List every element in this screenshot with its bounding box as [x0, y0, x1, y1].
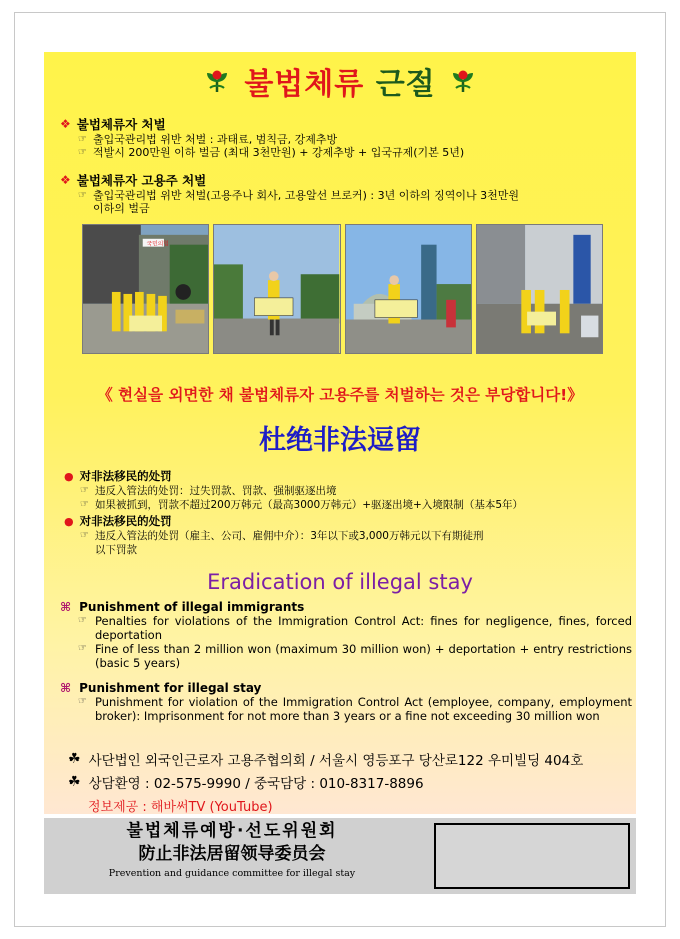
title-chinese: 杜绝非法逗留 [259, 425, 421, 456]
committee-name-chinese: 防止非法居留领导委员会 [138, 844, 326, 864]
section-zh-employer-penalty [64, 513, 483, 557]
section-en-illegal-immigrant-penalty [60, 600, 632, 670]
slogan: 《 현실을 외면한 채 불법체류자 고용주를 처벌하는 것은 부당합니다!》 [97, 386, 583, 404]
organization-address: 사단법인 외국인근로자 고용주협의회 / 서울시 영등포구 당산로122 우미빌딩 404호 [88, 753, 584, 769]
bomb-bullet-icon: ● [64, 514, 74, 528]
pointing-hand-icon: ☞ [78, 134, 87, 145]
list-item-text-line: 출입국관리법 위반 처벌(고용주나 회사, 고용알선 브로커) : 3년 이하의 징역이나 3천만원 [92, 189, 519, 202]
list-item [60, 146, 464, 159]
list-item-text: 출입국관리법 위반 처벌 : 과태료, 범칙금, 강제추방 [92, 133, 338, 146]
command-key-bullet-icon: ⌘ [60, 600, 72, 614]
list-item [64, 529, 483, 557]
section-heading-text: 对非法移民的处罚 [79, 514, 172, 528]
list-item-text: 如果被抓到，罚款不超过200万韩元（最高3000万韩元）+驱逐出境+入境限制（基本5年） [94, 499, 524, 511]
list-item-text: 违反入管法的处罚：过失罚款、罚款、强制驱逐出境 [94, 485, 337, 497]
section-heading [64, 468, 523, 484]
building-sign-text: 국민의힘 [146, 241, 169, 248]
section-heading [60, 681, 632, 695]
protest-photo-2 [213, 224, 340, 354]
shamrock-bullet-icon: ☘ [68, 774, 81, 790]
section-heading [60, 115, 464, 133]
pointing-hand-icon: ☞ [78, 696, 87, 707]
list-item-text: Punishment for violation of the Immigration Control Act (employee, company, employment broker): Imprisonment for not more than 3 years or a fine not exceeding 30 million won [94, 695, 632, 723]
list-item-text-line: 违反入管法的处罚（雇主、公司、雇佣中介）：3年以下或3,000万韩元以下有期徒刑 [94, 530, 484, 542]
stamp-box [434, 823, 630, 889]
flower-emblem-icon [204, 68, 230, 94]
section-heading-text: Punishment of illegal immigrants [79, 600, 305, 614]
list-item-text: Fine of less than 2 million won (maximum 30 million won) + deportation + entry restrictions (basic 5 years) [94, 642, 632, 670]
title-korean-red: 불법체류 [244, 67, 365, 102]
flyer [44, 52, 636, 814]
section-heading-text: 불법체류자 고용주 처벌 [76, 173, 207, 188]
title-korean-green: 근절 [375, 67, 436, 102]
section-heading-text: 불법체류자 처벌 [76, 117, 166, 132]
bomb-bullet-icon: ● [64, 469, 74, 483]
list-item-text-line: 以下罚款 [94, 544, 137, 556]
section-heading [60, 600, 632, 614]
list-item-text: 적발시 200만원 이하 벌금 (최대 3천만원) + 강제추방 + 입국규제(기본 5년) [92, 146, 465, 159]
protest-photo-4 [476, 224, 603, 354]
title-english: Eradication of illegal stay [207, 570, 473, 594]
flower-emblem-icon [450, 68, 476, 94]
list-item [60, 642, 632, 670]
command-key-bullet-icon: ⌘ [60, 681, 72, 695]
protest-photo-1 [82, 224, 209, 354]
shamrock-bullet-icon: ☘ [68, 751, 81, 767]
pointing-hand-icon: ☞ [78, 190, 87, 201]
section-heading-text: 对非法移民的处罚 [79, 469, 172, 483]
section-zh-illegal-immigrant-penalty [64, 468, 523, 512]
diamond-bullet-icon: ❖ [60, 117, 71, 131]
section-employer-penalty [60, 171, 519, 215]
list-item [64, 484, 523, 498]
title-row [44, 56, 636, 106]
list-item-text [95, 529, 484, 557]
pointing-hand-icon: ☞ [78, 615, 87, 626]
list-item [60, 189, 519, 215]
list-item [60, 614, 632, 642]
pointing-hand-icon: ☞ [78, 147, 87, 158]
list-item [64, 498, 523, 512]
committee-name-english: Prevention and guidance committee for illegal stay [108, 868, 356, 879]
section-heading [60, 171, 519, 189]
pointing-hand-icon: ☞ [80, 485, 89, 496]
protest-photos [82, 224, 603, 354]
committee-name-korean: 불법체류예방·선도위원회 [126, 821, 338, 841]
section-illegal-stayer-penalty [60, 115, 464, 159]
section-heading-text: Punishment for illegal stay [79, 681, 262, 695]
list-item [60, 695, 632, 723]
pointing-hand-icon: ☞ [80, 499, 89, 510]
protest-photo-3 [345, 224, 472, 354]
title-korean [244, 59, 435, 103]
list-item-text-line: 이하의 벌금 [92, 202, 150, 215]
diamond-bullet-icon: ❖ [60, 173, 71, 187]
section-en-illegal-stay-penalty [60, 681, 632, 723]
pointing-hand-icon: ☞ [78, 643, 87, 654]
contact-organization [68, 749, 583, 769]
phone-numbers: 상담환영 : 02-575-9990 / 중국담당 : 010-8317-8896 [88, 776, 424, 792]
section-heading [64, 513, 483, 529]
footer-text [44, 820, 420, 882]
list-item [60, 133, 464, 146]
pointing-hand-icon: ☞ [80, 530, 89, 541]
info-source: 정보제공 : 해바써TV (YouTube) [88, 800, 273, 815]
list-item-text: Penalties for violations of the Immigration Control Act: fines for negligence, fines, forced deportation [94, 614, 632, 642]
list-item-text [93, 189, 519, 215]
footer [44, 818, 636, 894]
contact-phones [68, 772, 424, 792]
